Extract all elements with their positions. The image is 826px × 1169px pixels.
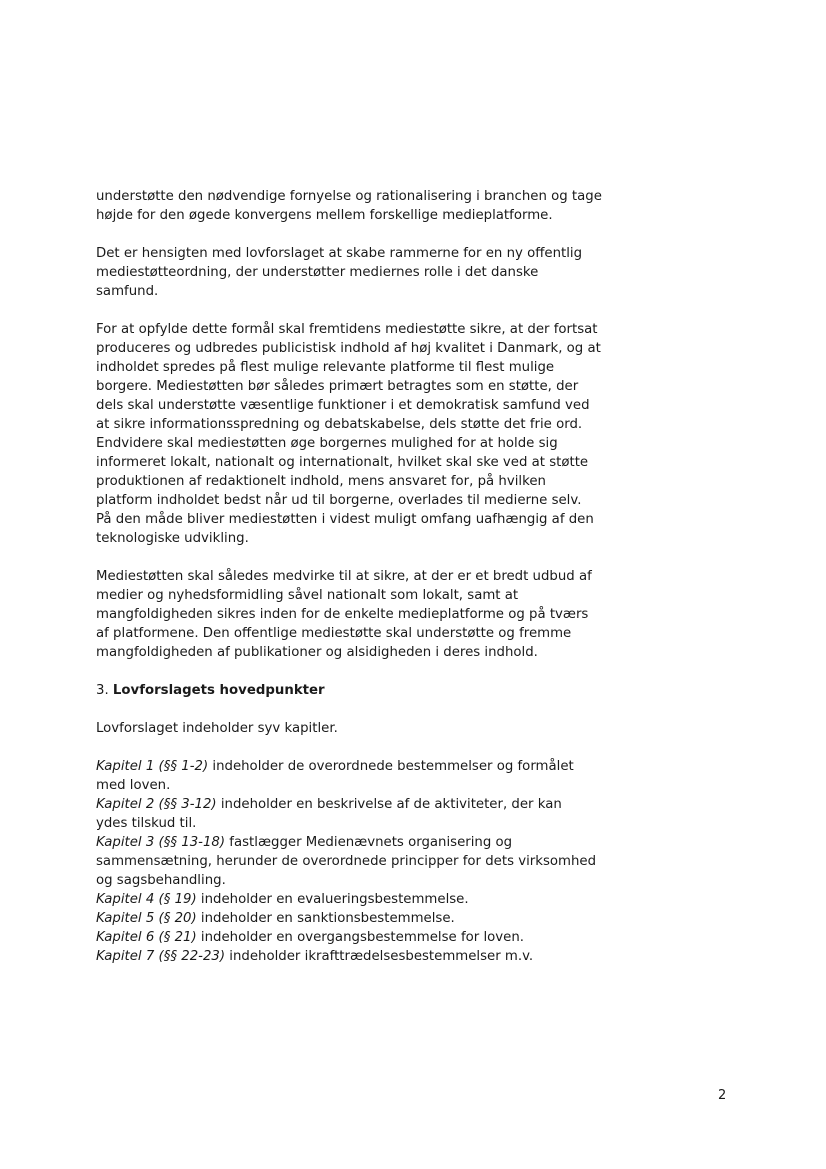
chapter-text: indeholder en overgangsbestemmelse for loven. xyxy=(196,930,524,945)
text-line: medier og nyhedsformidling såvel nationalt som lokalt, samt at xyxy=(96,588,519,603)
chapter-line xyxy=(96,795,736,814)
text-line: Mediestøtten skal således medvirke til at sikre, at der er et bredt udbud af xyxy=(96,569,592,584)
text-line: dels skal understøtte væsentlige funktioner i et demokratisk samfund ved xyxy=(96,398,590,413)
chapter-ref: Kapitel 5 (§ 20) xyxy=(96,911,197,926)
chapter-ref: Kapitel 2 (§§ 3-12) xyxy=(96,797,217,812)
chapter-text: ydes tilskud til. xyxy=(96,816,197,831)
chapter-ref: Kapitel 4 (§ 19) xyxy=(96,892,197,907)
paragraph-4 xyxy=(96,567,736,662)
section-number: 3. xyxy=(96,683,113,698)
chapter-text: og sagsbehandling. xyxy=(96,873,226,888)
chapter-text: sammensætning, herunder de overordnede principper for dets virksomhed xyxy=(96,854,597,869)
text-line: borgere. Mediestøtten bør således primært betragtes som en støtte, der xyxy=(96,379,579,394)
chapter-line xyxy=(96,928,736,947)
chapter-text: med loven. xyxy=(96,778,171,793)
intro-paragraph xyxy=(96,719,736,738)
text-line: Endvidere skal mediestøtten øge borgernes mulighed for at holde sig xyxy=(96,436,558,451)
text-line: produceres og udbredes publicistisk indhold af høj kvalitet i Danmark, og at xyxy=(96,341,601,356)
text-line: mangfoldigheden af publikationer og alsidigheden i deres indhold. xyxy=(96,645,538,660)
chapter-line xyxy=(96,871,736,890)
chapter-ref: Kapitel 7 (§§ 22-23) xyxy=(96,949,226,964)
chapter-line xyxy=(96,852,736,871)
text-line: højde for den øgede konvergens mellem forskellige medieplatforme. xyxy=(96,208,553,223)
text-line: teknologiske udvikling. xyxy=(96,531,249,546)
chapter-line xyxy=(96,909,736,928)
document-body xyxy=(96,187,736,966)
text-line: informeret lokalt, nationalt og internationalt, hvilket skal ske ved at støtte xyxy=(96,455,589,470)
paragraph-3 xyxy=(96,320,736,548)
text-line: platform indholdet bedst når ud til borgerne, overlades til medierne selv. xyxy=(96,493,582,508)
text-line: På den måde bliver mediestøtten i videst muligt omfang uafhængig af den xyxy=(96,512,594,527)
chapter-text: indeholder en beskrivelse af de aktiviteter, der kan xyxy=(216,797,562,812)
text-line: at sikre informationsspredning og debatskabelse, dels støtte det frie ord. xyxy=(96,417,583,432)
chapter-line xyxy=(96,833,736,852)
text-line: understøtte den nødvendige fornyelse og rationalisering i branchen og tage xyxy=(96,189,602,204)
chapter-text: fastlægger Medienævnets organisering og xyxy=(225,835,513,850)
text-line: produktionen af redaktionelt indhold, mens ansvaret for, på hvilken xyxy=(96,474,546,489)
chapter-line xyxy=(96,947,736,966)
chapter-ref: Kapitel 3 (§§ 13-18) xyxy=(96,835,226,850)
chapter-line xyxy=(96,814,736,833)
chapter-text: indeholder ikrafttrædelsesbestemmelser m.v. xyxy=(225,949,534,964)
chapter-text: indeholder en evalueringsbestemmelse. xyxy=(196,892,469,907)
paragraph-1 xyxy=(96,187,736,225)
chapter-text: indeholder de overordnede bestemmelser og formålet xyxy=(208,759,574,774)
text-line: Det er hensigten med lovforslaget at skabe rammerne for en ny offentlig xyxy=(96,246,583,261)
text-line: indholdet spredes på flest mulige relevante platforme til flest mulige xyxy=(96,360,555,375)
chapter-list xyxy=(96,757,736,966)
chapter-line xyxy=(96,890,736,909)
chapter-line xyxy=(96,776,736,795)
text-line: For at opfylde dette formål skal fremtidens mediestøtte sikre, at der fortsat xyxy=(96,322,598,337)
text-line: samfund. xyxy=(96,284,159,299)
section-title: Lovforslagets hovedpunkter xyxy=(112,683,325,698)
paragraph-2 xyxy=(96,244,736,301)
chapter-ref: Kapitel 6 (§ 21) xyxy=(96,930,197,945)
text-line: mediestøtteordning, der understøtter mediernes rolle i det danske xyxy=(96,265,539,280)
intro-text: Lovforslaget indeholder syv kapitler. xyxy=(96,721,338,736)
chapter-text: indeholder en sanktionsbestemmelse. xyxy=(196,911,455,926)
text-line: af platformene. Den offentlige mediestøtte skal understøtte og fremme xyxy=(96,626,572,641)
section-heading xyxy=(96,681,736,700)
page-number: 2 xyxy=(718,1088,727,1103)
chapter-line xyxy=(96,757,736,776)
text-line: mangfoldigheden sikres inden for de enkelte medieplatforme og på tværs xyxy=(96,607,589,622)
chapter-ref: Kapitel 1 (§§ 1-2) xyxy=(96,759,209,774)
